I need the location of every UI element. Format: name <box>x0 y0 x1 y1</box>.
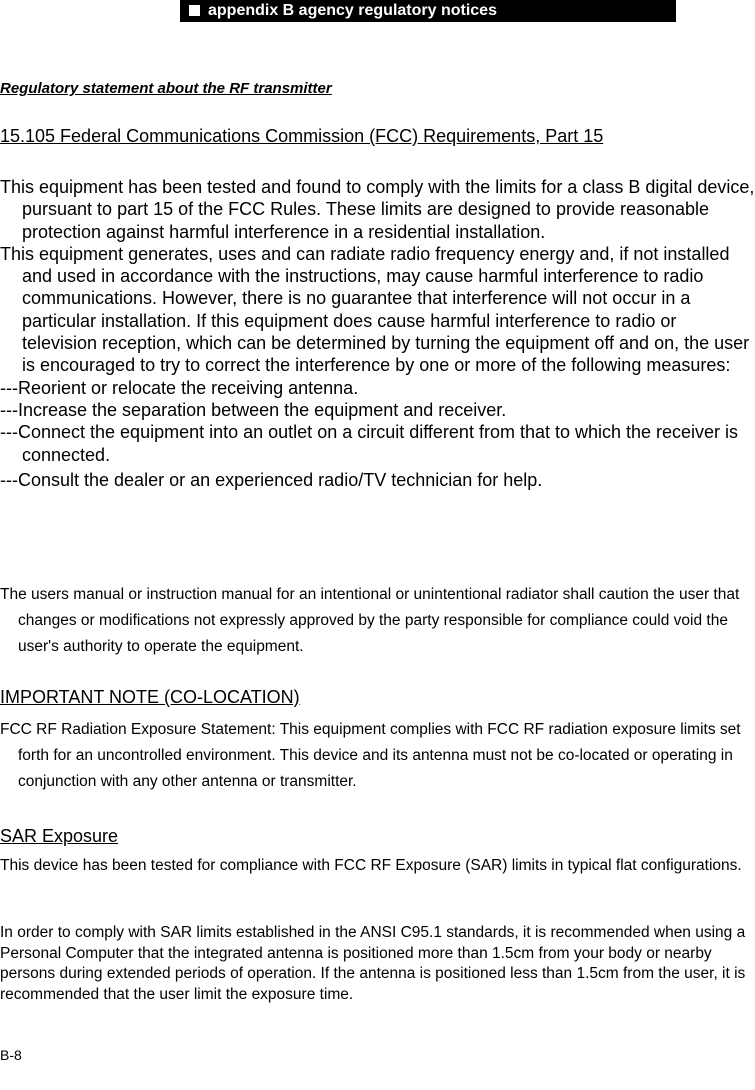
sar-text-1: This device has been tested for compliance with FCC RF Exposure (SAR) limits in typical flat configurations. <box>0 857 742 874</box>
colocation-block <box>0 717 755 795</box>
measure-item: ---Reorient or relocate the receiving antenna. <box>0 377 359 398</box>
page-number: B-8 <box>0 1047 22 1063</box>
fcc-paragraph-1: This equipment has been tested and found to comply with the limits for a class B digital device, pursuant to part 15 of the FCC Rules. These limits are designed to provide reasonable protection against harmful interference in a residential installation. <box>0 177 755 242</box>
measure-item: ---Consult the dealer or an experienced radio/TV technician for help. <box>0 469 543 490</box>
manual-notice: The users manual or instruction manual for an intentional or unintentional radiator shall caution the user that changes or modifications not expressly approved by the party responsible for compliance could void the user's authority to operate the equipment. <box>0 586 740 655</box>
sar-heading: SAR Exposure <box>0 826 119 846</box>
fcc-heading: 15.105 Federal Communications Commission (FCC) Requirements, Part 15 <box>0 126 604 146</box>
measure-item: ---Connect the equipment into an outlet on a circuit different from that to which the receiver is connected. <box>0 422 739 465</box>
measure-item: ---Increase the separation between the equipment and receiver. <box>0 399 507 420</box>
colocation-text: FCC RF Radiation Exposure Statement: This equipment complies with FCC RF radiation exposure limits set forth for an uncontrolled environment. This device and its antenna must not be co-located or operating in conjunction with any other antenna or transmitter. <box>0 721 741 790</box>
colocation-heading: IMPORTANT NOTE (CO-LOCATION) <box>0 687 300 707</box>
square-bullet-icon <box>189 5 200 16</box>
header-bar <box>180 0 676 22</box>
manual-notice-block <box>0 582 755 660</box>
fcc-paragraph-2: This equipment generates, uses and can radiate radio frequency energy and, if not installed and used in accordance with the instructions, may cause harmful interference to radio communications. However, there is no guarantee that interference will not occur in a particular installation. If this equipment does cause harmful interference to radio or television reception, which can be determined by turning the equipment off and on, the user is encouraged to try to correct the interference by one or more of the following measures: <box>0 243 750 376</box>
fcc-body <box>0 176 755 491</box>
rf-statement-heading: Regulatory statement about the RF transmitter <box>0 80 332 97</box>
sar-text-2: In order to comply with SAR limits established in the ANSI C95.1 standards, it is recommended when using a Personal Computer that the integrated antenna is positioned more than 1.5cm from your body or nearby persons during extended periods of operation. If the antenna is positioned less than 1.5cm from the user, it is recommended that the user limit the exposure time. <box>0 924 746 1003</box>
header-title: appendix B agency regulatory notices <box>208 2 497 19</box>
